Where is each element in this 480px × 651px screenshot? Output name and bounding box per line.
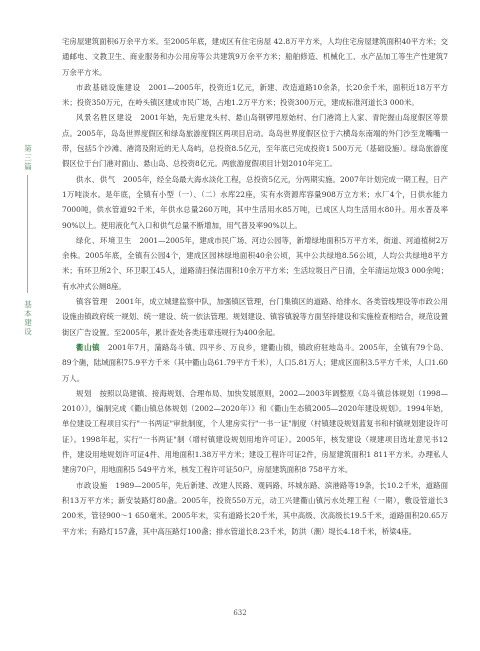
paragraph-text: 2001—2005年，投资近1亿元，新建、改造道路10余条，长20余千米，面积近18万平方米；投资350万元，在岭头镇区建成市民广场，占地1.2万平方米；投资300万元，建成标准河道长3 000米。 xyxy=(62,82,448,108)
paragraph-text: 1989—2005年，先后新建、改建人民路、观码路、环城东路、滨港路等19条，长10.2千米，道路面积13万平方米；新安装路灯80盏。2005年，投资550万元，动工兴建衢山镇污水处理工程（一期），敷设管道长3 200米，管径900～1 650毫米。2005年末，实有道路长20千米，其中高级、次高级长19.5千米，道路面积20.65万平方米；有路灯157盏，其中高压路灯100盏；排水管道长8.23千米，防洪（潮）堤长4.18千米，桥梁4座。 xyxy=(62,480,448,536)
paragraph-keyword: 风景名胜区建设 xyxy=(76,113,133,123)
paragraph-3 xyxy=(62,172,448,233)
paragraph-2 xyxy=(62,110,448,171)
paragraph-text: 2001年始，先后建龙头村、悬山岛钢锣甩原始村、台门港湾上人家、青陀握山岛度假区等景点。2005年，岛岛世界度假区和绿岛旅游度假区两项目启动。岛岛世界度假区位于六横岛东南端的外门沙至龙嘴嘴一带，包括5个沙滩、港湾及附近的无人岛屿，总投资8.5亿元，至年底已完成投资1 500万元（基础设施）。绿岛旅游度假区位于台门港对面山、悬山岛、总投资8亿元。两旅游度假项目计划2010年完工。 xyxy=(62,113,448,169)
margin-section-label: 基本建设 xyxy=(24,300,32,336)
paragraph-keyword: 市政设施 xyxy=(76,480,108,490)
paragraph-keyword: 绿化、环境卫生 xyxy=(76,235,132,245)
paragraph-7 xyxy=(62,386,448,478)
paragraph-text: 宅房屋建筑面积6万余平方米。至2005年底，建成区有住宅房屋 42.8万平方米，人均住宅房屋建筑面积40平方米；交通邮电、文教卫生、商业服务和办公用房等公共建筑9万余平方米；船舶修造、机械化工、水产品加工等生产性建筑7万余平方米。 xyxy=(62,37,448,77)
paragraph-6 xyxy=(62,340,448,386)
paragraph-text: 2005年，经全岛最大海水淡化工程，总投资5亿元，分两期实施。2007年计划完成一期工程，日产1万吨淡水。是年底，全镇有小型（一）、（二）水库22座，实有水资源库容量908万立方米；水厂4个，日供水能力7000吨，供水管道92千米，年供水总量260万吨，其中生活用水85万吨，已成区人均生活用水80升。用水普及率90%以上。使用液化气入口和供气总量不断增加，用气普及率90%以上。 xyxy=(62,174,448,230)
paragraph-keyword: 镇容管理 xyxy=(76,297,108,307)
body-text xyxy=(62,34,448,539)
paragraph-1 xyxy=(62,80,448,111)
page-number: 632 xyxy=(233,609,247,617)
paragraph-text: 2001年7月，蒲路岛斗镇、四平乡、万良乡，建衢山镇，镇政府驻地岛斗。2005年，全镇有79个岛、89个礁，陆域面积75.9平方千米（其中衢山岛61.79平方千米），人口5.81万人；建成区面积3.5平方千米，人口1.60万人。 xyxy=(62,342,448,383)
paragraph-text: 2001—2005年，建成市民广场、河边公园等，新增绿地面积5万平方米，街道、河道植树2万余株。2005年底，全镇有公园4个，建成区园林绿地面积40余公顷，其中公共绿地8.56公顷，人均公共绿地8平方米；有环卫所2个、环卫职工45人，道路清扫保洁面积10余万平方米；生活垃圾日产日清，全年清运垃圾3 000余吨；有水冲式公厕8座。 xyxy=(62,235,448,291)
paragraph-text: 按照以岛建镇、接海规划、合理布局、加快发展原则，2002—2003年调整原《岛斗镇总体规划（1998—2010）》，编制完成《衢山镇总体规划（2002—2020年）》和《衢山生态镇2005—2020年建设规划》。1994年始，单位建设工程项目实行"一书两证"审批制度，个人建房实行"一书一证"制度（村镇建设规划蓝复书和村镇规划建设许可证）。1998年起，实行"一书两证"制（增村镇建设规划用地许可证）。2005年，核发建设（规建项目选址意见书12件，建设用地规划许可证4件、用地面积1.38万平方米；建设工程许可证2件，房屋建筑面积1 811平方米。办理私人建房70户，用地面积5 549平方米，核发工程许可证50户，房屋建筑面积8 758平方米。 xyxy=(62,388,448,475)
paragraph-5 xyxy=(62,294,448,340)
paragraph-8 xyxy=(62,478,448,539)
paragraph-text: 2001年，成立城建监察中队，加强镇区管理，台门集镇区的道路、给排水、各类管线埋设等市政公用设施由镇政府统一规划、统一建设、统一依法管理。规划建设、镇容镇貌等方面坚持建设和实施检查相结合，规范设置街区广告设置。至2005年，累计查处各类违章违规行为400余起。 xyxy=(62,297,448,337)
paragraph-4 xyxy=(62,233,448,294)
paragraph-keyword: 规划 xyxy=(76,388,92,398)
margin-divider xyxy=(27,175,28,293)
paragraph-keyword: 市政基础设施建设 xyxy=(76,82,141,92)
paragraph-0 xyxy=(62,34,448,80)
margin-part-label: 第三篇 xyxy=(24,144,32,171)
section-heading: 衢山镇 xyxy=(76,342,101,352)
paragraph-keyword: 供水、供气 xyxy=(76,174,116,184)
